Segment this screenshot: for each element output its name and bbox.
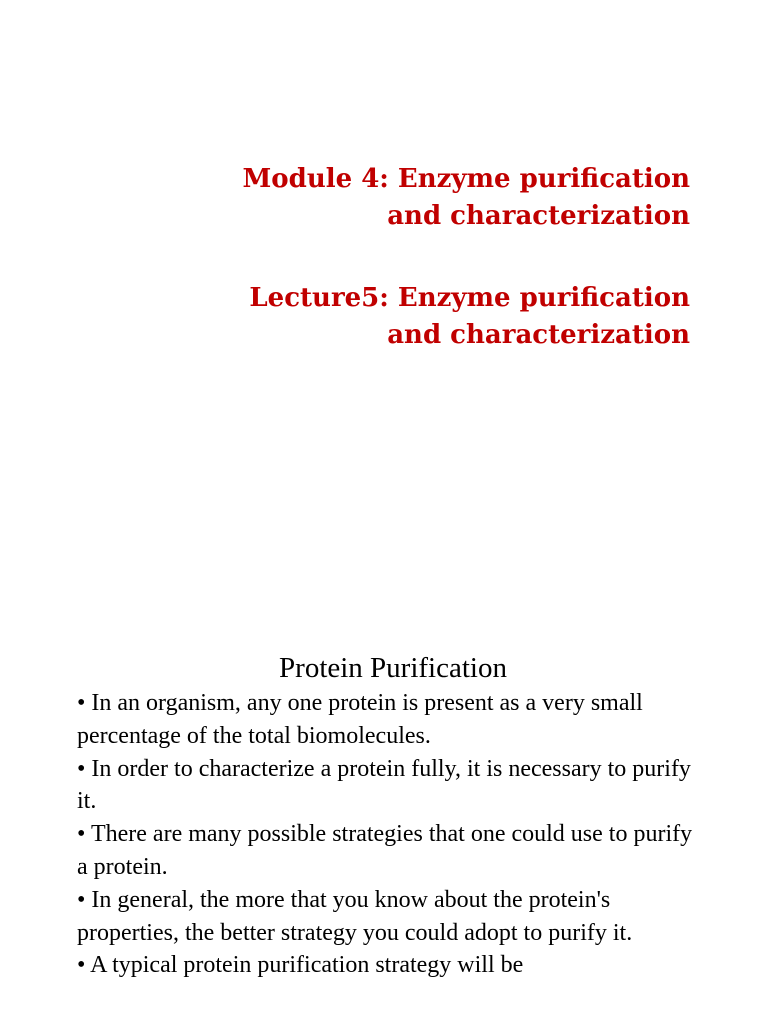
bullet-item: • There are many possible strategies that one could use to purify a protein.	[77, 821, 693, 880]
module-title	[50, 161, 690, 235]
bullet-item: • In an organism, any one protein is present as a very small percentage of the total biomolecules.	[77, 690, 643, 749]
lecture-title-line-2: and characterization	[387, 320, 690, 350]
lecture-title	[50, 280, 690, 354]
bullet-item: • In order to characterize a protein fully, it is necessary to purify it.	[77, 755, 691, 815]
module-title-line-1: Module 4: Enzyme purification	[242, 164, 690, 194]
section-heading: Protein Purification	[279, 652, 507, 684]
bullet-list	[77, 687, 697, 982]
module-title-line-2: and characterization	[387, 201, 690, 231]
lecture-title-line-1: Lecture5: Enzyme purification	[249, 283, 690, 313]
bullet-item: • In general, the more that you know about the protein's properties, the better strategy you could adopt to purify it.	[77, 886, 633, 946]
bullet-item: • A typical protein purification strategy will be	[77, 952, 524, 979]
